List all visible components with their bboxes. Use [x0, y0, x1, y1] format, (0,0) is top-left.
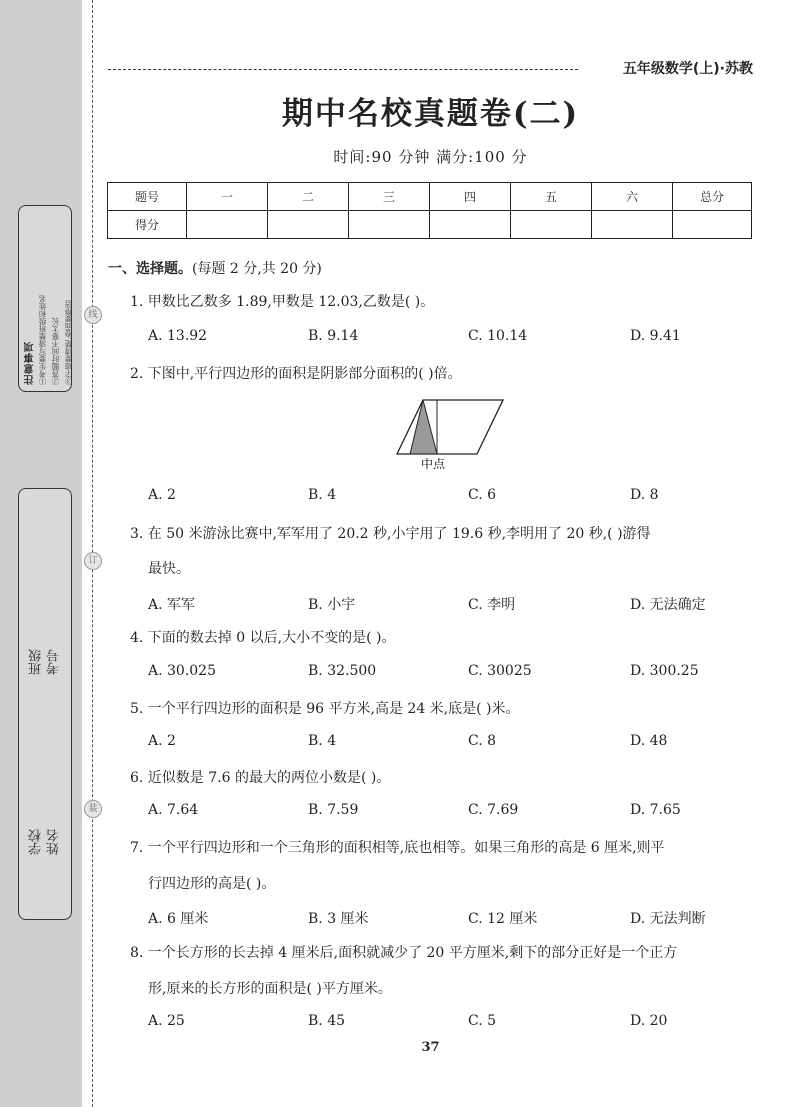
score-cell: 四: [430, 183, 511, 211]
score-input-cell[interactable]: [673, 211, 752, 239]
question-5-options: [148, 733, 752, 753]
option[interactable]: C. 5: [468, 1013, 497, 1029]
notes-title: 注意事项: [25, 341, 36, 385]
question-2-options: [148, 487, 752, 507]
option[interactable]: A. 30.025: [148, 663, 216, 679]
section-heading: [108, 258, 322, 278]
exam-time-score: 时间:90 分钟 满分:100 分: [333, 148, 528, 166]
question-2: 2. 下图中,平行四边形的面积是阴影部分面积的( )倍。: [130, 366, 462, 382]
question-7: 7. 一个平行四边形和一个三角形的面积相等,底也相等。如果三角形的高是 6 厘米,则平: [130, 840, 665, 856]
option[interactable]: A. 6 厘米: [148, 911, 209, 927]
question-3-options: [148, 594, 752, 614]
cut-mark-1: 线: [84, 306, 102, 324]
option[interactable]: A. 7.64: [148, 802, 199, 818]
option[interactable]: D. 8: [630, 487, 659, 503]
question-1-options: [148, 328, 752, 348]
shaded-triangle: [410, 400, 437, 454]
score-cell: 五: [511, 183, 592, 211]
option[interactable]: C. 12 厘米: [468, 911, 538, 927]
score-cell: 二: [268, 183, 349, 211]
score-input-cell[interactable]: [511, 211, 592, 239]
question-5: 5. 一个平行四边形的面积是 96 平方米,高是 24 米,底是( )米。: [130, 701, 520, 717]
option[interactable]: C. 10.14: [468, 328, 528, 344]
option[interactable]: A. 军军: [148, 597, 196, 613]
question-1: 1. 甲数比乙数多 1.89,甲数是 12.03,乙数是( )。: [130, 294, 435, 310]
option[interactable]: D. 20: [630, 1013, 668, 1029]
option[interactable]: B. 45: [308, 1013, 346, 1029]
grade-label: 五年级数学(上)·苏教: [622, 61, 753, 77]
question-8-continued: 形,原来的长方形的面积是( )平方厘米。: [148, 981, 392, 997]
question-4: 4. 下面的数去掉 0 以后,大小不变的是( )。: [130, 630, 396, 646]
score-input-cell[interactable]: [187, 211, 268, 239]
question-8-options: [148, 1013, 752, 1033]
section-note: (每题 2 分,共 20 分): [192, 261, 322, 277]
option[interactable]: B. 4: [308, 487, 337, 503]
page-title: 期中名校真题卷(二): [281, 96, 580, 132]
school-field-label: 学校: [29, 829, 44, 855]
question-8: 8. 一个长方形的长去掉 4 厘米后,面积就减少了 20 平方厘米,剩下的部分正好是一个正方: [130, 945, 678, 961]
cut-mark-2: 订: [84, 552, 102, 570]
score-table: [107, 182, 752, 239]
option[interactable]: B. 32.500: [308, 663, 377, 679]
note-item: ②答题时间不要太长: [51, 317, 60, 385]
option[interactable]: B. 7.59: [308, 802, 359, 818]
page-number: 37: [421, 1040, 440, 1055]
note-item: ③字迹要清楚,卷面要整洁: [64, 300, 73, 385]
score-input-cell[interactable]: [592, 211, 673, 239]
question-7-continued: 行四边形的高是( )。: [148, 876, 276, 892]
option[interactable]: D. 48: [630, 733, 668, 749]
option[interactable]: A. 2: [148, 733, 176, 749]
score-value-row: [108, 211, 752, 239]
score-cell: 六: [592, 183, 673, 211]
option[interactable]: C. 8: [468, 733, 497, 749]
question-6-options: [148, 802, 752, 822]
parallelogram-figure: [395, 398, 505, 472]
option[interactable]: C. 李明: [468, 597, 516, 613]
student-info-box: [18, 488, 72, 920]
notes-box: [18, 205, 72, 392]
option[interactable]: B. 4: [308, 733, 337, 749]
name-field-label: 姓名: [47, 829, 62, 855]
score-cell: 得分: [108, 211, 187, 239]
option[interactable]: D. 无法判断: [630, 911, 706, 927]
option[interactable]: C. 30025: [468, 663, 532, 679]
score-cell: 总分: [673, 183, 752, 211]
header: [108, 58, 753, 78]
score-input-cell[interactable]: [268, 211, 349, 239]
option[interactable]: A. 13.92: [148, 328, 208, 344]
option[interactable]: A. 2: [148, 487, 176, 503]
midpoint-label: 中点: [421, 457, 446, 471]
note-item: ①考生要写清楚班级和姓名: [38, 295, 47, 385]
exam-number-field-label: 考号: [47, 649, 62, 675]
score-header-row: [108, 183, 752, 211]
option[interactable]: B. 小宇: [308, 597, 356, 613]
question-3-continued: 最快。: [148, 561, 190, 577]
option[interactable]: D. 9.41: [630, 328, 681, 344]
score-cell: 三: [349, 183, 430, 211]
class-field-label: 班级: [29, 649, 44, 675]
question-4-options: [148, 663, 752, 683]
header-dashed-line: [108, 69, 578, 70]
option[interactable]: C. 7.69: [468, 802, 519, 818]
option[interactable]: D. 无法确定: [630, 597, 706, 613]
option[interactable]: A. 25: [148, 1013, 185, 1029]
option[interactable]: D. 7.65: [630, 802, 681, 818]
score-input-cell[interactable]: [349, 211, 430, 239]
question-6: 6. 近似数是 7.6 的最大的两位小数是( )。: [130, 770, 391, 786]
question-7-options: [148, 908, 752, 928]
notes-list: [37, 212, 74, 385]
section-label: 一、选择题。: [108, 261, 192, 277]
score-input-cell[interactable]: [430, 211, 511, 239]
cut-mark-3: 装: [84, 800, 102, 818]
question-3: 3. 在 50 米游泳比赛中,军军用了 20.2 秒,小宇用了 19.6 秒,李明用了 20 秒,( )游得: [130, 526, 651, 542]
score-cell: 一: [187, 183, 268, 211]
option[interactable]: B. 3 厘米: [308, 911, 369, 927]
option[interactable]: B. 9.14: [308, 328, 359, 344]
score-cell: 题号: [108, 183, 187, 211]
option[interactable]: C. 6: [468, 487, 497, 503]
option[interactable]: D. 300.25: [630, 663, 699, 679]
